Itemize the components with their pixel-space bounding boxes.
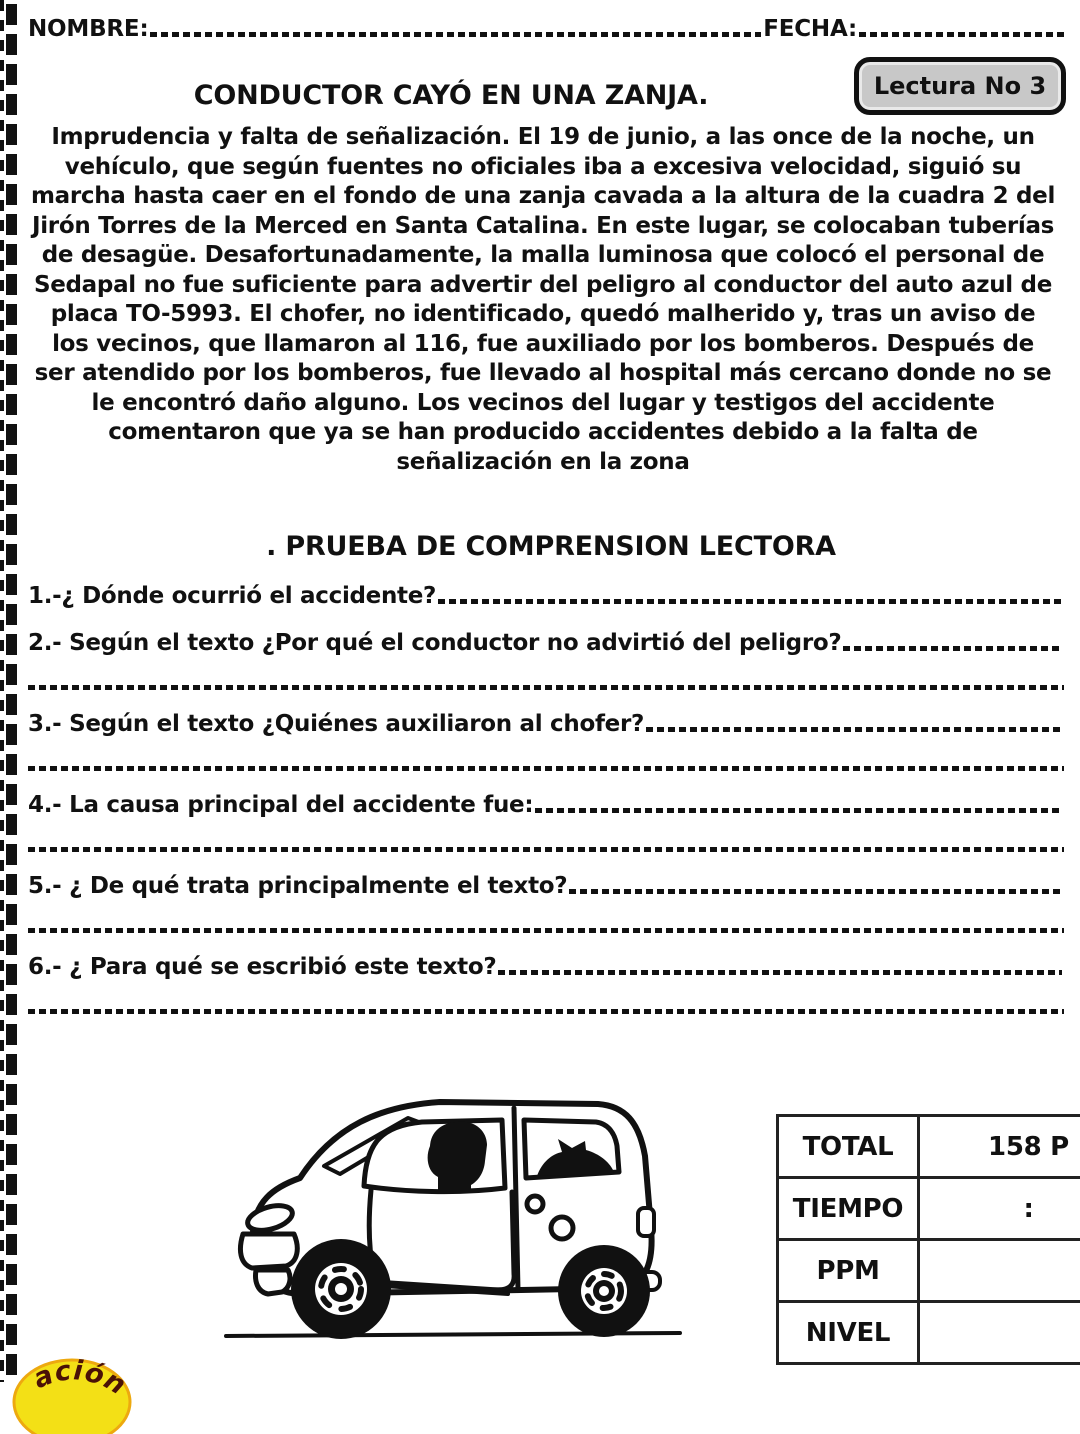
logo-text: ación (29, 1355, 132, 1401)
question-row (28, 954, 1064, 980)
score-label: TIEMPO (778, 1178, 919, 1240)
score-label: PPM (778, 1240, 919, 1302)
score-value: : (919, 1178, 1080, 1240)
question-row (28, 711, 1064, 737)
question-row (28, 873, 1064, 899)
car-door-lock (527, 1196, 543, 1212)
worksheet-content (22, 0, 1080, 1014)
question-label: 3.- Según el texto ¿Quiénes auxiliaron al chofer? (28, 711, 644, 737)
question-label: 6.- ¿ Para qué se escribió este texto? (28, 954, 496, 980)
reading-passage: Imprudencia y falta de señalización. El 19 de junio, a las once de la noche, un vehículo, que según fuentes no oficiales iba a excesiva velocidad, siguió su marcha hasta caer en el fondo de una zanja cavada a la altura de la cuadra 2 del Jirón Torres de la Merced en Santa Catalina. En este lugar, se colocaban tuberías de desagüe. Desafortunadamente, la malla luminosa que colocó el personal de Sedapal no fue suficiente para advertir del peligro al conductor del auto azul de placa TO-5993. El chofer, no identificado, quedó malherido y, tras un aviso de los vecinos, que llamaron al 116, fue auxiliado por los bomberos. Después de ser atendido por los bomberos, fue llevado al hospital más cercano donde no se le encontró daño alguno. Los vecinos del lugar y testigos del accidente comentaron que ya se han producido accidentes debido a la falta de señalización en la zona (30, 123, 1056, 477)
question-row (28, 583, 1064, 609)
name-label: NOMBRE: (28, 16, 148, 42)
answer-line-full (28, 685, 1064, 690)
answer-line (569, 889, 1062, 894)
name-answer-line (150, 32, 761, 37)
name-date-row (28, 16, 1066, 42)
publisher-logo (8, 1344, 140, 1434)
question-label: 2.- Según el texto ¿Por qué el conductor no advirtió del peligro? (28, 630, 841, 656)
answer-line (535, 808, 1062, 813)
date-answer-line (859, 32, 1064, 37)
car-illustration (208, 1082, 692, 1372)
score-table (776, 1114, 1080, 1365)
reading-title: CONDUCTOR CAYÓ EN UNA ZANJA. (62, 80, 840, 111)
car-tail-light (638, 1208, 654, 1236)
score-row (778, 1116, 1080, 1178)
score-label: TOTAL (778, 1116, 919, 1178)
questions-block (28, 583, 1064, 1014)
bottom-section (0, 1078, 1080, 1382)
score-row (778, 1178, 1080, 1240)
score-value (919, 1302, 1080, 1364)
car-bumper-lip (256, 1270, 291, 1294)
rear-wheel-cap (599, 1286, 609, 1296)
question-label: 1.-¿ Dónde ocurrió el accidente? (28, 583, 436, 609)
answer-line-full (28, 928, 1064, 933)
score-label: NIVEL (778, 1302, 919, 1364)
question-label: 4.- La causa principal del accidente fue: (28, 792, 533, 818)
score-row (778, 1302, 1080, 1364)
answer-line-full (28, 1009, 1064, 1014)
date-label: FECHA: (763, 16, 857, 42)
question-label: 5.- ¿ De qué trata principalmente el texto? (28, 873, 567, 899)
answer-line (498, 970, 1062, 975)
answer-line-full (28, 847, 1064, 852)
car-bumper (240, 1234, 297, 1268)
score-row (778, 1240, 1080, 1302)
answer-line-full (28, 766, 1064, 771)
question-row (28, 630, 1064, 656)
answer-line (646, 727, 1062, 732)
score-value (919, 1240, 1080, 1302)
answer-line (438, 599, 1062, 604)
question-row (28, 792, 1064, 818)
answer-line (843, 646, 1062, 651)
section-title: . PRUEBA DE COMPRENSION LECTORA (22, 531, 1080, 562)
front-wheel-cap (335, 1283, 347, 1295)
car-door-handle (551, 1217, 573, 1239)
lectura-badge: Lectura No 3 (854, 57, 1066, 115)
score-value: 158 P (919, 1116, 1080, 1178)
